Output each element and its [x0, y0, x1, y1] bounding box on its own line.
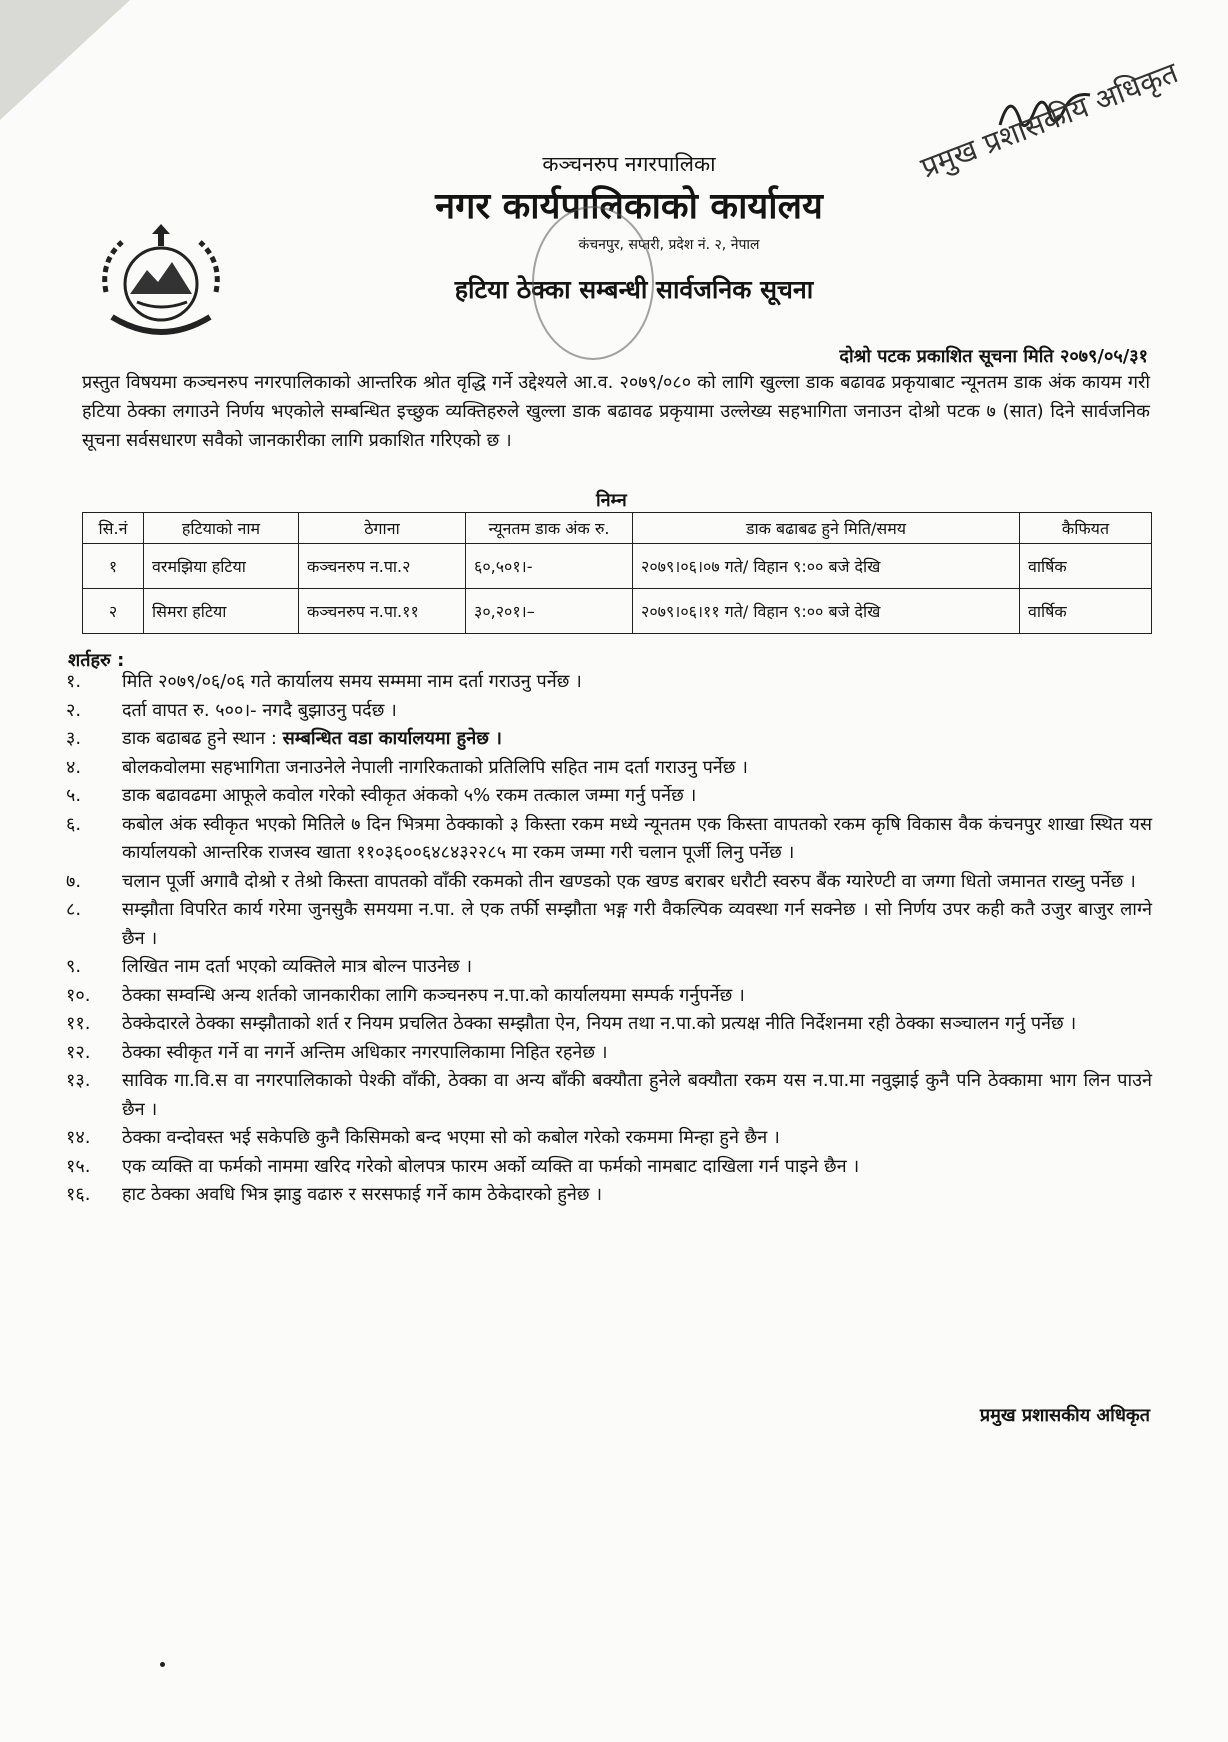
- term-item: १४. ठेक्का वन्दोवस्त भई सकेपछि कुनै किसिमको बन्द भएमा सो को कबोल गरेको रकममा मिन्हा हुने छैन ।: [66, 1127, 780, 1148]
- cell-serial: २: [83, 589, 144, 634]
- intro-paragraph: प्रस्तुत विषयमा कञ्चनरुप नगरपालिकाको आन्तरिक श्रोत वृद्धि गर्ने उद्देश्यले आ.व. २०७९/०८० को लागि खुल्ला डाक बढावढ प्रकृयाबाट न्यूनतम डाक अंक कायम गरी हटिया ठेक्का लगाउने निर्णय भएकोले सम्बन्धित इच्छुक व्यक्तिहरुले खुल्ला डाक बढावढ प्रकृयामा उल्लेख्य सहभागिता जनाउन दोश्रो पटक ७ (सात) दिने सार्वजनिक सूचना सर्वसधारण सवैको जानकारीका लागि प्रकाशित गरिएको छ ।: [82, 372, 1150, 451]
- cell-remarks: वार्षिक: [1020, 589, 1152, 634]
- col-header-remarks: कैफियत: [1020, 513, 1152, 544]
- term-item: २. दर्ता वापत रु. ५००।- नगदै बुझाउनु पर्दछ ।: [66, 699, 397, 721]
- designation-stamp: प्रमुख प्रशासकीय अधिकृत: [916, 55, 1183, 185]
- office-address: कंचनपुर, सप्तरी, प्रदेश नं. २, नेपाल: [578, 237, 760, 253]
- office-title: नगर कार्यपालिकाको कार्यालय: [435, 186, 823, 227]
- municipality-name: कञ्चनरुप नगरपालिका: [542, 152, 716, 176]
- terms-list: [66, 668, 1152, 1210]
- term-item: ८. सम्झौता विपरित कार्य गरेमा जुनसुकै समयमा न.पा. ले एक तर्फी सम्झौता भङ्ग गरी वैकल्पिक व्यवस्था गर्न सक्नेछ । सो निर्णय उपर कही कतै उजुर बाजुर लाग्ने छैन ।: [66, 899, 1152, 949]
- cell-remarks: वार्षिक: [1020, 544, 1152, 589]
- cell-name: वरमझिया हटिया: [144, 544, 299, 589]
- col-header-serial: सि.नं: [83, 513, 144, 544]
- table-row: [83, 544, 1152, 589]
- cell-address: कञ्चनरुप न.पा.११: [299, 589, 466, 634]
- signature-designation: प्रमुख प्रशासकीय अधिकृत: [979, 1405, 1150, 1426]
- term-item: १५. एक व्यक्ति वा फर्मको नाममा खरिद गरेको बोलपत्र फारम अर्को व्यक्ति वा फर्मको नामबाट दाखिला गर्न पाइने छैन ।: [66, 1155, 860, 1177]
- col-header-name: हटियाको नाम: [144, 513, 299, 544]
- col-header-address: ठेगाना: [299, 513, 466, 544]
- term-bold-location: सम्बन्धित वडा कार्यालयमा हुनेछ ।: [282, 728, 502, 749]
- cell-datetime: २०७९।०६।११ गते/ विहान ९:०० बजे देखि: [633, 589, 1020, 634]
- term-item: १६. हाट ठेक्का अवधि भित्र झाडु वढारु र सरसफाई गर्ने काम ठेकेदारको हुनेछ ।: [66, 1184, 603, 1205]
- published-date: दोश्रो पटक प्रकाशित सूचना मिति २०७९/०५/३१: [839, 346, 1148, 367]
- cell-min-bid: ३०,२०१।–: [466, 589, 633, 634]
- page-fold-corner: [0, 0, 130, 120]
- table-caption: निम्न: [596, 490, 627, 511]
- term-item: १२. ठेक्का स्वीकृत गर्ने वा नगर्ने अन्तिम अधिकार नगरपालिकामा निहित रहनेछ ।: [66, 1041, 608, 1063]
- term-item: ३. डाक बढाबढ हुने स्थान : सम्बन्धित वडा कार्यालयमा हुनेछ ।: [66, 728, 502, 749]
- term-item: ४. बोलकवोलमा सहभागिता जनाउनेले नेपाली नागरिकताको प्रतिलिपि सहित नाम दर्ता गराउनु पर्नेछ ।: [66, 756, 748, 778]
- col-header-datetime: डाक बढाबढ हुने मिति/समय: [633, 513, 1020, 544]
- term-item: ५. डाक बढावढमा आफूले कवोल गरेको स्वीकृत अंकको ५% रकम तत्काल जम्मा गर्नु पर्नेछ ।: [66, 785, 697, 806]
- term-item: ६. कबोल अंक स्वीकृत भएको मितिले ७ दिन भित्रमा ठेक्काको ३ किस्ता रकम मध्ये न्यूनतम एक किस्ता वापतको रकम कृषि विकास वैक कंचनपुर शाखा स्थित यस कार्यालयको आन्तरिक राजस्व खाता ११०३६००६४८४३२२८५ मा रकम जम्मा गरी चलान पूर्जी लिनु पर्नेछ ।: [66, 813, 1152, 863]
- cell-name: सिमरा हटिया: [144, 589, 299, 634]
- ink-dot: [160, 1662, 165, 1667]
- term-item: १३. साविक गा.वि.स वा नगरपालिकाको पेश्की वाँकी, ठेक्का वा अन्य बाँकी बक्यौता हुनेले बक्यौता रकम यस न.पा.मा नवुझाई कुनै पनि ठेक्कामा भाग लिन पाउने छैन ।: [66, 1070, 1152, 1120]
- col-header-min-bid: न्यूनतम डाक अंक रु.: [466, 513, 633, 544]
- term-item: ७. चलान पूर्जी अगावै दोश्रो र तेश्रो किस्ता वापतको वाँकी रकमको तीन खण्डको एक खण्ड बराबर धरौटी स्वरुप बैंक ग्यारेण्टी वा जग्गा धितो जमानत राख्नु पर्नेछ ।: [66, 870, 1136, 892]
- table-row: [83, 589, 1152, 634]
- office-stamp: [532, 206, 654, 360]
- cell-min-bid: ६०,५०१।-: [466, 544, 633, 589]
- terms-heading: शर्तहरु :: [68, 650, 125, 671]
- cell-datetime: २०७९।०६।०७ गते/ विहान ९:०० बजे देखि: [633, 544, 1020, 589]
- term-item: १०. ठेक्का सम्वन्धि अन्य शर्तको जानकारीका लागि कञ्चनरुप न.पा.को कार्यालयमा सम्पर्क गर्नुपर्नेछ ।: [66, 984, 745, 1006]
- term-item: १. मिति २०७९/०६/०६ गते कार्यालय समय सम्ममा नाम दर्ता गराउनु पर्नेछ ।: [66, 671, 582, 692]
- cell-address: कञ्चनरुप न.पा.२: [299, 544, 466, 589]
- notice-title: हटिया ठेक्का सम्बन्धी सार्वजनिक सूचना: [454, 275, 814, 304]
- cell-serial: १: [83, 544, 144, 589]
- table-header-row: [83, 513, 1152, 544]
- term-item: ९. लिखित नाम दर्ता भएको व्यक्तिले मात्र बोल्न पाउनेछ ।: [66, 956, 473, 977]
- tender-table: [82, 512, 1152, 634]
- term-item: ११. ठेक्केदारले ठेक्का सम्झौताको शर्त र नियम प्रचलित ठेक्का सम्झौता ऐन, नियम तथा न.पा.को प्रत्यक्ष नीति निर्देशनमा रही ठेक्का सञ्चालन गर्नु पर्नेछ ।: [66, 1013, 1077, 1034]
